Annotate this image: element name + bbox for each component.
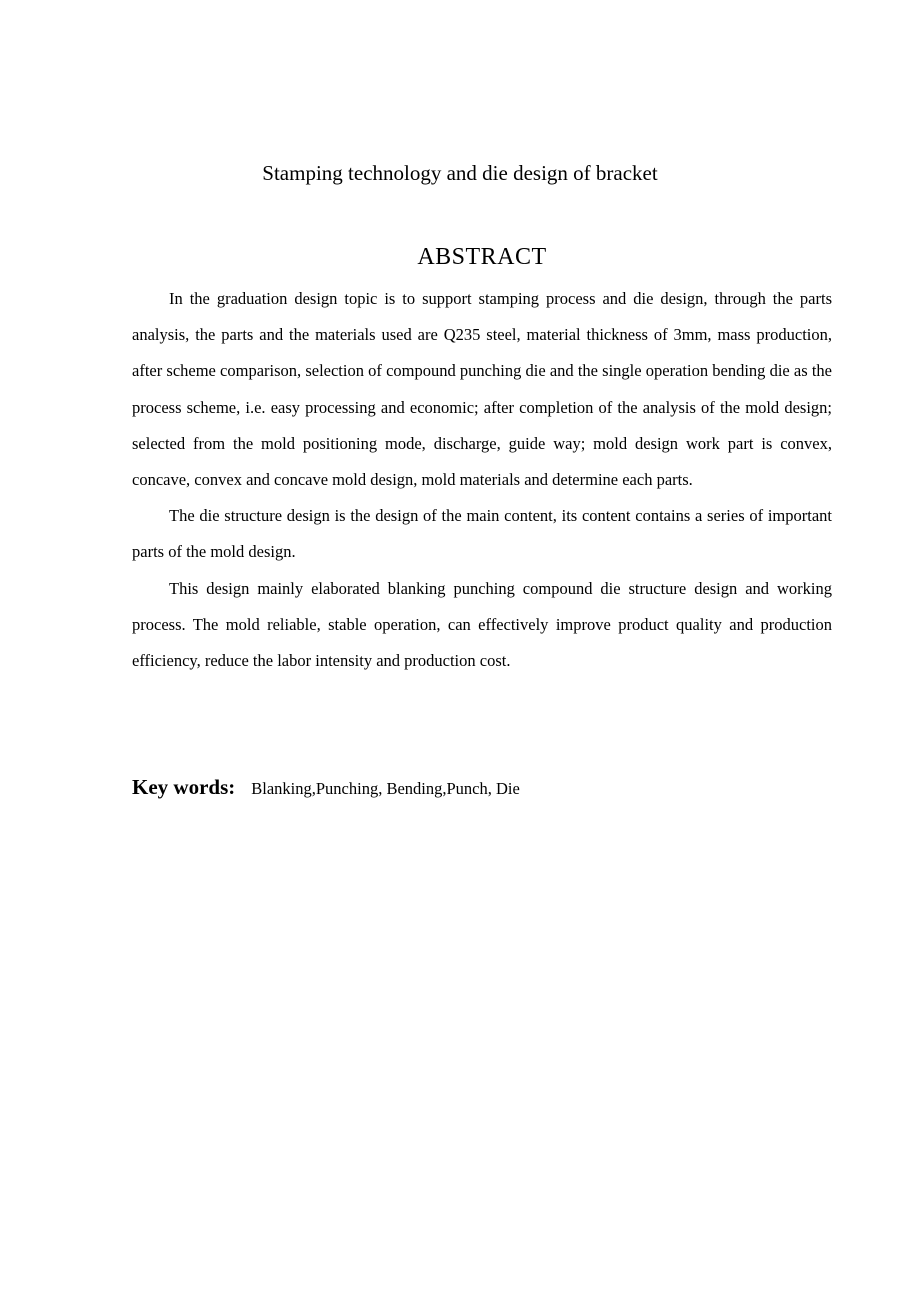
keywords-values: Blanking,Punching, Bending,Punch, Die <box>251 779 520 798</box>
abstract-heading: ABSTRACT <box>417 244 547 270</box>
paper-title: Stamping technology and die design of bracket <box>262 161 658 185</box>
abstract-paragraph-2: The die structure design is the design of the main content, its content contains a series of important parts of the mold design. <box>132 506 832 562</box>
abstract-paragraph-3: This design mainly elaborated blanking punching compound die structure design and working process. The mold reliable, stable operation, can effectively improve product quality and production efficiency, reduce the labor intensity and production cost. <box>132 578 832 671</box>
keywords-label: Key words: <box>132 775 236 799</box>
keywords-line <box>132 770 832 807</box>
abstract-paragraph-1: In the graduation design topic is to support stamping process and die design, through the parts analysis, the parts and the materials used are Q235 steel, material thickness of 3mm, mass production, after scheme comparison, selection of compound punching die and the single operation bending die as the process scheme, i.e. easy processing and economic; after completion of the analysis of the mold design; selected from the mold positioning mode, discharge, guide way; mold design work part is convex, concave, convex and concave mold design, mold materials and determine each parts. <box>132 289 832 490</box>
abstract-body <box>132 281 832 679</box>
